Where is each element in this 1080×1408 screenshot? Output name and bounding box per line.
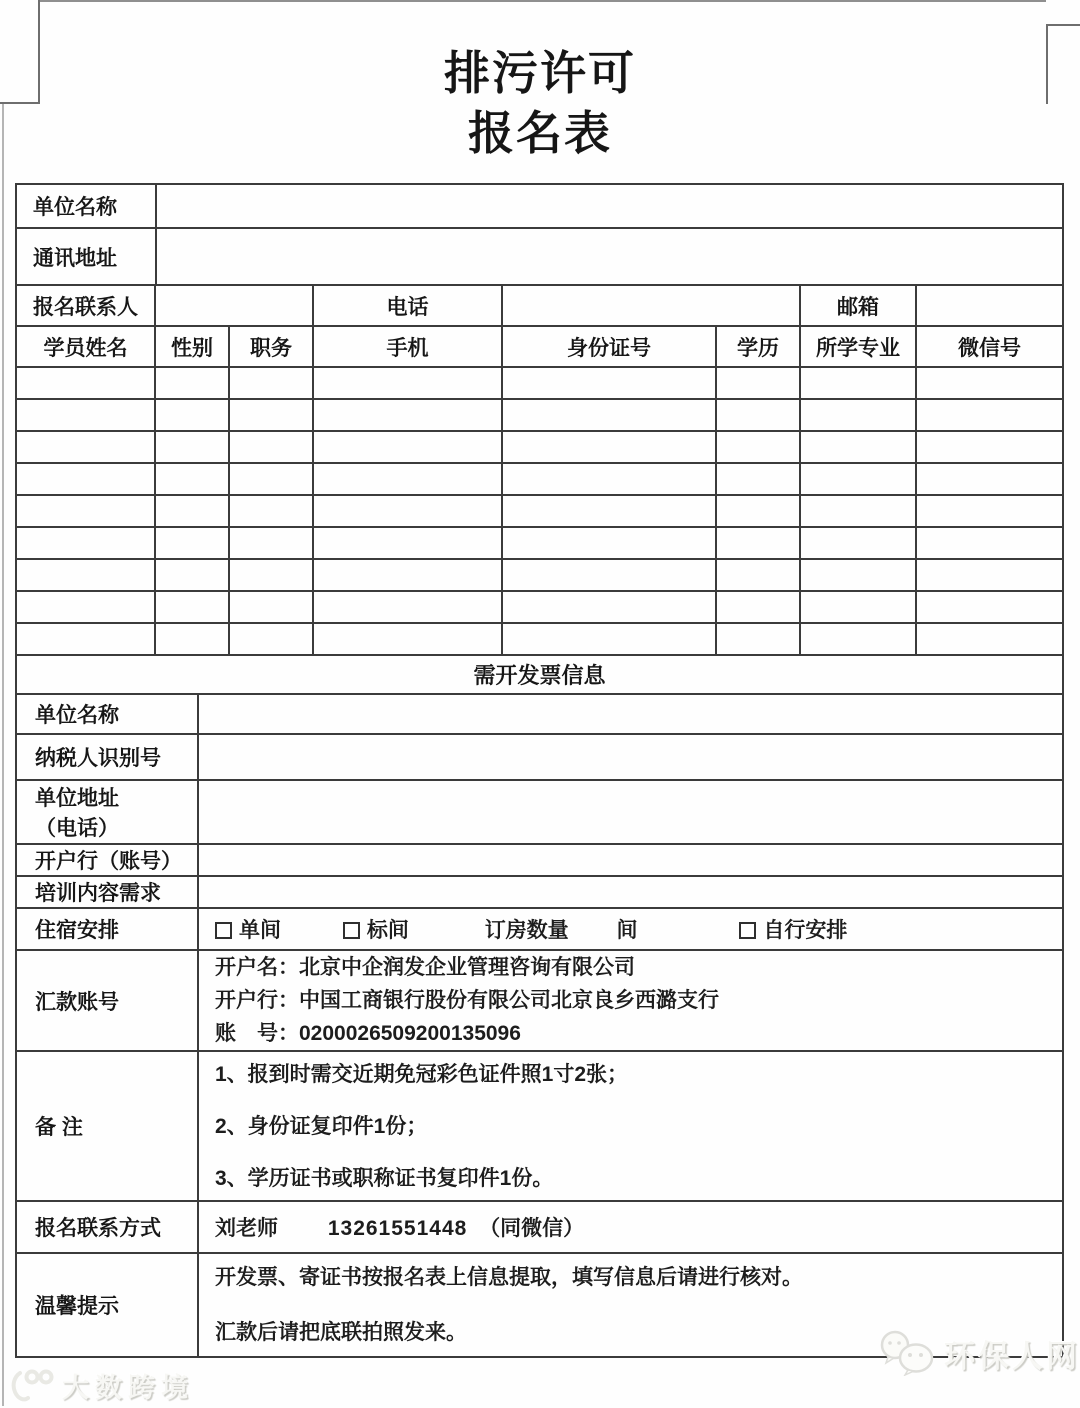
student-empty-cell (313, 591, 502, 623)
training-needs-row (16, 876, 1063, 908)
payment-details (198, 950, 1063, 1051)
student-empty-row (16, 559, 1063, 591)
student-empty-cell (800, 463, 916, 495)
student-empty-cell (800, 399, 916, 431)
student-empty-cell (800, 591, 916, 623)
watermark-right-text: 环保人网 (944, 1338, 1080, 1374)
student-empty-cell (313, 431, 502, 463)
checkbox-single-icon (215, 922, 232, 939)
unit-info-table (15, 183, 1064, 286)
student-empty-cell (916, 591, 1063, 623)
tax-id-value-cell (198, 734, 1063, 780)
registration-contact-row (16, 1201, 1063, 1253)
address-row (16, 228, 1063, 285)
option-single-label: 单间 (239, 919, 281, 942)
student-empty-cell (313, 495, 502, 527)
bank-account-value-cell (198, 844, 1063, 876)
address-label: 通讯地址 (16, 228, 156, 285)
payment-account-name: 开户名：北京中企润发企业管理咨询有限公司 (215, 956, 635, 979)
page-edge-top (40, 0, 1046, 2)
student-empty-cell (16, 591, 155, 623)
student-empty-cell (716, 559, 800, 591)
unit-address-label-line2: （电话） (35, 817, 119, 840)
student-empty-cell (16, 623, 155, 655)
student-empty-cell (502, 623, 716, 655)
student-empty-cell (229, 623, 313, 655)
student-empty-cell (155, 431, 229, 463)
student-table (15, 284, 1064, 656)
tax-id-label: 纳税人识别号 (16, 734, 198, 780)
remark-item-3: 3、学历证书或职称证书复印件1份。 (215, 1166, 554, 1190)
student-empty-cell (502, 399, 716, 431)
student-empty-cell (229, 591, 313, 623)
student-empty-cell (800, 431, 916, 463)
title-line-2: 报名表 (468, 107, 612, 159)
student-empty-cell (155, 399, 229, 431)
student-empty-cell (16, 367, 155, 399)
student-empty-cell (716, 495, 800, 527)
student-empty-cell (502, 495, 716, 527)
student-empty-cell (16, 431, 155, 463)
student-empty-cell (229, 527, 313, 559)
student-empty-row (16, 527, 1063, 559)
payment-label: 汇款账号 (16, 950, 198, 1051)
unit-address-label (16, 780, 198, 844)
remarks-label: 备 注 (16, 1051, 198, 1201)
student-empty-rows (16, 367, 1063, 655)
student-empty-cell (916, 367, 1063, 399)
student-empty-cell (716, 399, 800, 431)
student-empty-cell (313, 559, 502, 591)
student-empty-cell (800, 367, 916, 399)
student-empty-cell (502, 559, 716, 591)
student-header-row (16, 326, 1063, 367)
header-major: 所学专业 (800, 326, 916, 367)
student-empty-cell (155, 559, 229, 591)
watermark-bottom-left (8, 1366, 194, 1405)
student-empty-cell (800, 559, 916, 591)
room-qty-label: 订房数量 (484, 919, 569, 942)
student-empty-cell (800, 495, 916, 527)
email-label: 邮箱 (800, 285, 916, 326)
student-empty-cell (229, 399, 313, 431)
contact-phone-number: 13261551448 (327, 1217, 468, 1240)
student-empty-cell (916, 495, 1063, 527)
student-empty-cell (916, 431, 1063, 463)
payment-bank: 开户行：中国工商银行股份有限公司北京良乡西潞支行 (215, 989, 719, 1012)
contact-teacher-name: 刘老师 (215, 1217, 278, 1240)
tips-label: 温馨提示 (16, 1253, 198, 1357)
header-gender: 性别 (155, 326, 229, 367)
contact-wechat-note: （同微信） (479, 1217, 585, 1240)
unit-name-label: 单位名称 (16, 184, 156, 228)
student-empty-cell (502, 431, 716, 463)
form-title (0, 0, 1080, 159)
remarks-row (16, 1051, 1063, 1201)
student-empty-cell (716, 623, 800, 655)
student-empty-cell (716, 431, 800, 463)
student-empty-cell (716, 527, 800, 559)
student-empty-cell (313, 463, 502, 495)
invoice-unit-name-row (16, 694, 1063, 734)
student-empty-cell (502, 591, 716, 623)
student-empty-cell (916, 623, 1063, 655)
watermark-left-text: 大数跨境 (62, 1373, 194, 1403)
unit-address-value-cell (198, 780, 1063, 844)
student-empty-cell (229, 367, 313, 399)
student-empty-cell (313, 623, 502, 655)
header-student-name: 学员姓名 (16, 326, 155, 367)
watermark-bottom-right (878, 1330, 1080, 1376)
student-empty-cell (16, 399, 155, 431)
training-needs-value-cell (198, 876, 1063, 908)
student-empty-cell (916, 463, 1063, 495)
contact-value-cell (155, 285, 313, 326)
phone-label: 电话 (313, 285, 502, 326)
student-empty-cell (16, 527, 155, 559)
unit-address-row (16, 780, 1063, 844)
registration-contact-value (198, 1201, 1063, 1253)
unit-name-row (16, 184, 1063, 228)
student-empty-cell (155, 527, 229, 559)
student-empty-row (16, 591, 1063, 623)
payment-row (16, 950, 1063, 1051)
header-wechat: 微信号 (916, 326, 1063, 367)
header-id-number: 身份证号 (502, 326, 716, 367)
training-needs-label: 培训内容需求 (16, 876, 198, 908)
student-empty-cell (916, 559, 1063, 591)
invoice-section-title: 需开发票信息 (16, 655, 1063, 694)
student-empty-row (16, 399, 1063, 431)
student-empty-row (16, 495, 1063, 527)
option-self-label: 自行安排 (763, 919, 848, 942)
student-empty-cell (155, 495, 229, 527)
invoice-unit-name-label: 单位名称 (16, 694, 198, 734)
student-empty-row (16, 463, 1063, 495)
student-empty-cell (916, 399, 1063, 431)
tip-line-2: 汇款后请把底联拍照发来。 (215, 1321, 467, 1344)
student-empty-cell (16, 559, 155, 591)
student-empty-cell (916, 527, 1063, 559)
student-empty-row (16, 623, 1063, 655)
student-empty-cell (502, 527, 716, 559)
option-standard-label: 标间 (366, 919, 409, 942)
contact-row (16, 285, 1063, 326)
student-empty-cell (229, 559, 313, 591)
student-empty-cell (16, 463, 155, 495)
student-empty-cell (16, 495, 155, 527)
student-empty-cell (716, 463, 800, 495)
header-education: 学历 (716, 326, 800, 367)
invoice-unit-name-value-cell (198, 694, 1063, 734)
bank-account-row (16, 844, 1063, 876)
student-empty-cell (313, 367, 502, 399)
contact-label: 报名联系人 (16, 285, 155, 326)
email-value-cell (916, 285, 1063, 326)
student-empty-cell (716, 367, 800, 399)
unit-name-value-cell (156, 184, 1063, 228)
student-empty-cell (155, 623, 229, 655)
student-empty-cell (229, 431, 313, 463)
accommodation-label: 住宿安排 (16, 908, 198, 950)
remark-item-1: 1、报到时需交近期免冠彩色证件照1寸2张； (215, 1062, 629, 1086)
registration-contact-label: 报名联系方式 (16, 1201, 198, 1253)
student-empty-cell (502, 367, 716, 399)
page-edge-left (2, 104, 4, 1406)
remarks-list (198, 1051, 1063, 1201)
student-empty-row (16, 367, 1063, 399)
student-empty-cell (800, 527, 916, 559)
remark-item-2: 2、身份证复印件1份； (215, 1114, 428, 1138)
room-qty-unit: 间 (616, 919, 638, 942)
chat-bubbles-icon (878, 1330, 936, 1376)
phone-value-cell (502, 285, 800, 326)
title-line-1: 排污许可 (444, 47, 636, 99)
tax-id-row (16, 734, 1063, 780)
tip-line-1: 开发票、寄证书按报名表上信息提取，填写信息后请进行核对。 (215, 1266, 803, 1289)
bank-account-label: 开户行（账号） (16, 844, 198, 876)
accommodation-row (16, 908, 1063, 950)
accommodation-options (198, 908, 1063, 950)
dashu-logo-icon (8, 1367, 54, 1405)
checkbox-self-arrange-icon (739, 922, 756, 939)
student-empty-cell (800, 623, 916, 655)
page-corner-mark-right (1046, 24, 1080, 104)
student-empty-cell (502, 463, 716, 495)
payment-account-number: 账 号：0200026509200135096 (215, 1022, 521, 1045)
student-empty-cell (716, 591, 800, 623)
invoice-section-row (16, 655, 1063, 694)
student-empty-cell (155, 463, 229, 495)
invoice-table (15, 654, 1064, 1358)
address-value-cell (156, 228, 1063, 285)
student-empty-cell (229, 463, 313, 495)
checkbox-standard-icon (343, 922, 360, 939)
student-empty-cell (313, 527, 502, 559)
unit-address-label-line1: 单位地址 (35, 787, 119, 810)
student-empty-cell (155, 591, 229, 623)
header-position: 职务 (229, 326, 313, 367)
student-empty-row (16, 431, 1063, 463)
student-empty-cell (155, 367, 229, 399)
student-empty-cell (229, 495, 313, 527)
student-empty-cell (313, 399, 502, 431)
header-mobile: 手机 (313, 326, 502, 367)
page-corner-mark-left (0, 0, 40, 104)
